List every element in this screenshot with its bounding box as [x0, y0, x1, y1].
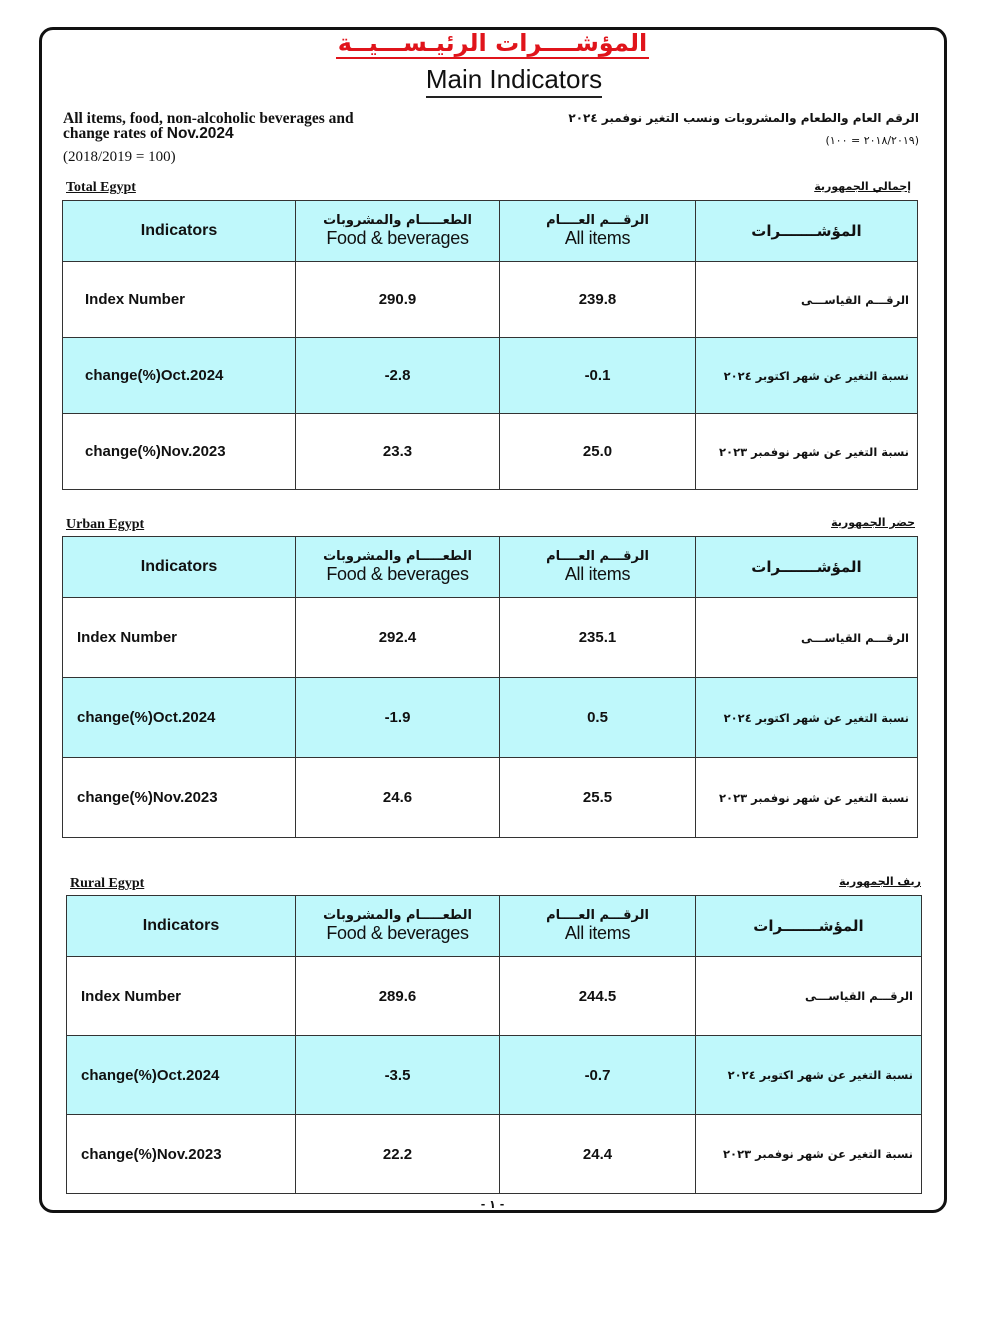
row-label-ar: نسبة التغير عن شهر اكتوبر ٢٠٢٤	[696, 678, 918, 758]
col-header-indicators: Indicators	[63, 201, 296, 262]
cell-food: -1.9	[296, 678, 500, 758]
cell-food: 292.4	[296, 598, 500, 678]
row-label-ar: الرقـــم القياســـى	[696, 262, 918, 338]
col-header-all-items: الرقـــم العــــام All items	[500, 537, 696, 598]
subtitle-date: Nov.2024	[166, 125, 234, 142]
row-label-en: Index Number	[63, 598, 296, 678]
table-row	[63, 338, 918, 414]
table-total-egypt	[62, 200, 918, 490]
row-label-en: change(%)Oct.2024	[63, 338, 296, 414]
row-label-ar: نسبة التغير عن شهر نوفمبر ٢٠٢٣	[696, 758, 918, 838]
table-row	[63, 262, 918, 338]
row-label-en: change(%)Nov.2023	[63, 758, 296, 838]
cell-food: 23.3	[296, 414, 500, 490]
section-title-urban-ar: حضر الجمهورية	[831, 516, 915, 529]
section-title-rural-en: Rural Egypt	[70, 876, 145, 891]
section-title-rural-ar: ريف الجمهورية	[839, 875, 921, 888]
col-header-food: الطعـــــام والمشروبات Food & beverages	[296, 201, 500, 262]
col-header-indicators-ar: المؤشـــــــرات	[696, 896, 922, 957]
cell-food: 24.6	[296, 758, 500, 838]
table-rural-egypt	[66, 895, 922, 1194]
row-label-en: change(%)Oct.2024	[63, 678, 296, 758]
row-label-ar: نسبة التغير عن شهر اكتوبر ٢٠٢٤	[696, 338, 918, 414]
col-header-food: الطعـــــام والمشروبات Food & beverages	[296, 896, 500, 957]
cell-food: 289.6	[296, 957, 500, 1036]
subtitle-arabic: الرقم العام والطعام والمشروبات ونسب التغير نوفمبر ٢٠٢٤	[568, 111, 919, 125]
cell-all-items: 25.5	[500, 758, 696, 838]
subtitle-line1: All items, food, non-alcoholic beverages and	[63, 110, 354, 127]
title-arabic-text: المؤشــــرات الرئيـســـيــة	[337, 29, 648, 57]
table-row	[63, 678, 918, 758]
row-label-en: change(%)Nov.2023	[63, 414, 296, 490]
cell-food: 290.9	[296, 262, 500, 338]
table-row	[63, 414, 918, 490]
table-urban-egypt	[62, 536, 918, 838]
row-label-ar: الرقـــم القياســـى	[696, 957, 922, 1036]
cell-all-items: -0.1	[500, 338, 696, 414]
section-title-total-ar: إجمالي الجمهورية	[814, 180, 911, 193]
table-row	[63, 758, 918, 838]
table-row	[67, 1036, 922, 1115]
cell-all-items: 24.4	[500, 1115, 696, 1194]
row-label-en: change(%)Oct.2024	[67, 1036, 296, 1115]
base-year-arabic: (٢٠١٨/٢٠١٩ = ١٠٠)	[825, 134, 919, 147]
cell-all-items: 239.8	[500, 262, 696, 338]
col-header-indicators: Indicators	[67, 896, 296, 957]
table-row	[67, 957, 922, 1036]
cell-all-items: 25.0	[500, 414, 696, 490]
page-number: - ١ -	[480, 1198, 505, 1211]
row-label-ar: نسبة التغير عن شهر نوفمبر ٢٠٢٣	[696, 414, 918, 490]
base-year-english: (2018/2019 = 100)	[63, 149, 176, 165]
table-row	[63, 598, 918, 678]
row-label-ar: نسبة التغير عن شهر نوفمبر ٢٠٢٣	[696, 1115, 922, 1194]
table-header-row	[63, 201, 918, 262]
row-label-ar: نسبة التغير عن شهر اكتوبر ٢٠٢٤	[696, 1036, 922, 1115]
col-header-indicators: Indicators	[63, 537, 296, 598]
cell-all-items: 235.1	[500, 598, 696, 678]
section-title-total-en: Total Egypt	[66, 180, 136, 195]
cell-all-items: 0.5	[500, 678, 696, 758]
row-label-en: change(%)Nov.2023	[67, 1115, 296, 1194]
cell-all-items: 244.5	[500, 957, 696, 1036]
table-header-row	[63, 537, 918, 598]
section-title-urban-en: Urban Egypt	[66, 517, 145, 532]
title-english-text: Main Indicators	[426, 64, 602, 98]
title-arabic	[0, 28, 985, 58]
row-label-en: Index Number	[63, 262, 296, 338]
row-label-en: Index Number	[67, 957, 296, 1036]
cell-food: 22.2	[296, 1115, 500, 1194]
col-header-indicators-ar: المؤشـــــــرات	[696, 201, 918, 262]
col-header-indicators-ar: المؤشـــــــرات	[696, 537, 918, 598]
col-header-food: الطعـــــام والمشروبات Food & beverages	[296, 537, 500, 598]
cell-all-items: -0.7	[500, 1036, 696, 1115]
col-header-all-items: الرقـــم العــــام All items	[500, 201, 696, 262]
cell-food: -3.5	[296, 1036, 500, 1115]
cell-food: -2.8	[296, 338, 500, 414]
row-label-ar: الرقـــم القياســـى	[696, 598, 918, 678]
table-row	[67, 1115, 922, 1194]
subtitle-english	[63, 111, 403, 141]
title-english	[0, 64, 985, 95]
table-header-row	[67, 896, 922, 957]
subtitle-line2: change rates of	[63, 125, 167, 142]
col-header-all-items: الرقـــم العــــام All items	[500, 896, 696, 957]
